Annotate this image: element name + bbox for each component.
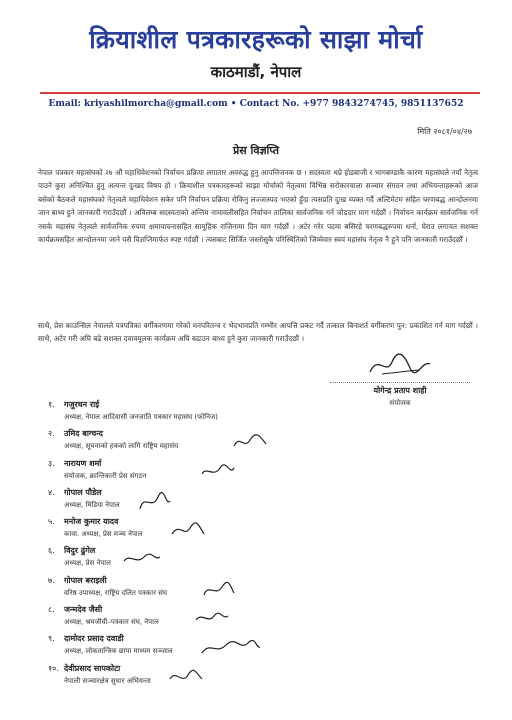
member-name: गजुरधन राई [64,400,100,409]
member-number: ७. [48,575,55,585]
member-list [48,399,468,692]
signatory-role: संयोजक [389,399,411,407]
member-role: संयोजक, क्रान्तिकारी प्रेस संगठन [64,471,147,480]
member-name: नारायण शर्मा [64,458,102,468]
member-name: उमिद बाग्चन्द [64,429,103,439]
letterhead [0,0,512,82]
member-signature [198,579,238,601]
member-name: दामोदर प्रसाद दवाडी [64,634,124,644]
member-role: नेपाली सञ्चारक्षेत्र सुधार अभियन्ता [64,676,151,685]
member-name: देवीप्रसाद सापकोटा [64,663,121,673]
member-role: अध्यक्ष, मिडिया नेपाल [64,500,120,509]
member-number: ५. [48,517,55,527]
document-title: प्रेस विज्ञप्ति [232,144,280,157]
list-item [48,428,468,457]
member-signature [198,637,262,659]
list-item [48,633,468,662]
list-item [48,604,468,633]
body-paragraph-1: नेपाल पत्रकार महासंघको २७ औं महाधिवेशनको निर्वाचन प्रक्रिया लगातार अवरुद्ध हुनु आपत्तिजनक छ । सदस्यता थप्ने होडबाजी र भागबण्डाकै कारण महासंघले नयाँ नेतृत्व पाउने कुरा अनिश्चित हुनु अत्यन्त दुःखद विषय हो । क्रियाशील पत्रकारहरूको साझा मोर्चाको नेतृत्वमा विभिन्न सरोकारवाला सञ्चार संगठन तथा अभियन्ताहरूको आज बसेको बैठकले महासंघको नेतृत्वले महाधिवेशन सकेर पनि निर्वाचन प्रक्रिया रोकिनु लज्जास्पद भएको हुँदा त्यसप्रति दुःख व्यक्त गर्दै अल्टिमेटम सहित चरणबद्ध आन्दोलनमा जान बाध्य हुने जानकारी गराउँदछौं । अविलम्ब सदस्यताको अन्तिम नामावलीसहित निर्वाचन तालिका सार्वजनिक गर्न जोडदार माग गर्दछौं । निर्वाचन कार्यक्रम सार्वजनिक गर्न नसके महासंघ नेतृत्वले सार्वजनिक रुपमा क्षमायाचनासहित सामूहिक राजिनामा दिन माग गर्दछौं । अटेर गरेर पदमा बसिरहे चरणबद्धरुपमा धर्ना, घेराउ लगायत सशक्त कार्यक्रमसहित आन्दोलनमा जाने यसै विज्ञप्तिमार्फत स्पष्ट गर्दछौं । त्यसबाट सिर्जित जस्तोसुकै परिस्थितिको जिम्मेवार स्वयं महासंघ नेतृत्व नै हुने पनि जानकारी गराउँदछौं । [38,168,478,245]
member-signature [166,667,206,687]
header-divider [40,92,480,94]
member-role: अध्यक्ष, सूचनाको हकको लागि राष्ट्रिय महासंघ [64,442,179,451]
list-item [48,575,468,604]
document-date: मिति २०८१/०४/२७ [417,127,472,136]
contact-line: Email: kriyashilmorcha@gmail.com • Contact No. +977 9843274745, 9851137652 [48,99,464,109]
member-name: विदुर ढुंगेल [64,546,96,556]
signatory-name: योगेन्द्र प्रताप शाही [330,382,470,396]
member-number: ६. [48,546,55,556]
member-number: २. [48,429,55,439]
member-name: जन्मदेव जैसी [64,605,103,615]
member-number: ४. [48,487,55,497]
list-item [48,663,468,692]
organization-title: क्रियाशील पत्रकारहरूको साझा मोर्चा [89,25,423,54]
member-role: अध्यक्ष, प्रेस नेपाल [64,559,111,568]
member-name: गोपाल पौडेल [64,487,102,497]
member-role: कावा. अध्यक्ष, प्रेस मञ्च नेपाल [64,530,143,539]
list-item [48,487,468,516]
member-number: ९. [48,634,55,644]
member-role: वरिष्ठ उपाध्यक्ष, राष्ट्रिय दलित पत्रकार संघ [64,588,168,597]
member-signature [120,549,164,569]
member-role: अध्यक्ष, नेपाल आदिवासी जनजाति पत्रकार महासंघ (फोनिज) [64,413,218,421]
member-role: अध्यक्ष, लोकतान्त्रिक छापा माध्यम सञ्जाल [64,647,173,656]
list-item [48,399,468,428]
member-name: मनोज कुमार यादव [64,517,119,527]
member-name: गोपाल बराइली [64,575,107,585]
list-item [48,458,468,487]
member-signature [168,520,208,540]
list-item [48,545,468,574]
member-signature [198,462,238,482]
list-item [48,516,468,545]
organization-city: काठमाडौं, नेपाल [210,63,302,81]
member-signature [192,608,232,628]
member-number: ८. [48,605,55,615]
member-number: १. [48,400,55,409]
signature-mark [360,350,440,378]
body-paragraph-2: साथै, प्रेस काउन्सिल नेपालले पत्रपत्रिका वर्गीकरणमा गरेको मनपरितन्त्र र भेदभावप्रति गम्भीर आपत्ति प्रकट गर्दै तत्काल बिनाशर्त वर्गीकरण पुन: प्रकाशित गर्न माग गर्दछौं । साथै, अटेर गरी अघि बढे सशक्त दवावमूलक कार्यक्रम अघि बढाउन बाध्य हुने कुरा जानकारी गराउँदछौं । [38,321,478,344]
member-role: अध्यक्ष, श्रमजीवी–पत्रकार संघ, नेपाल [64,618,159,627]
member-signature [134,491,174,513]
member-signature [230,432,270,452]
member-number: ३. [48,458,55,468]
member-number: १०. [48,663,59,673]
